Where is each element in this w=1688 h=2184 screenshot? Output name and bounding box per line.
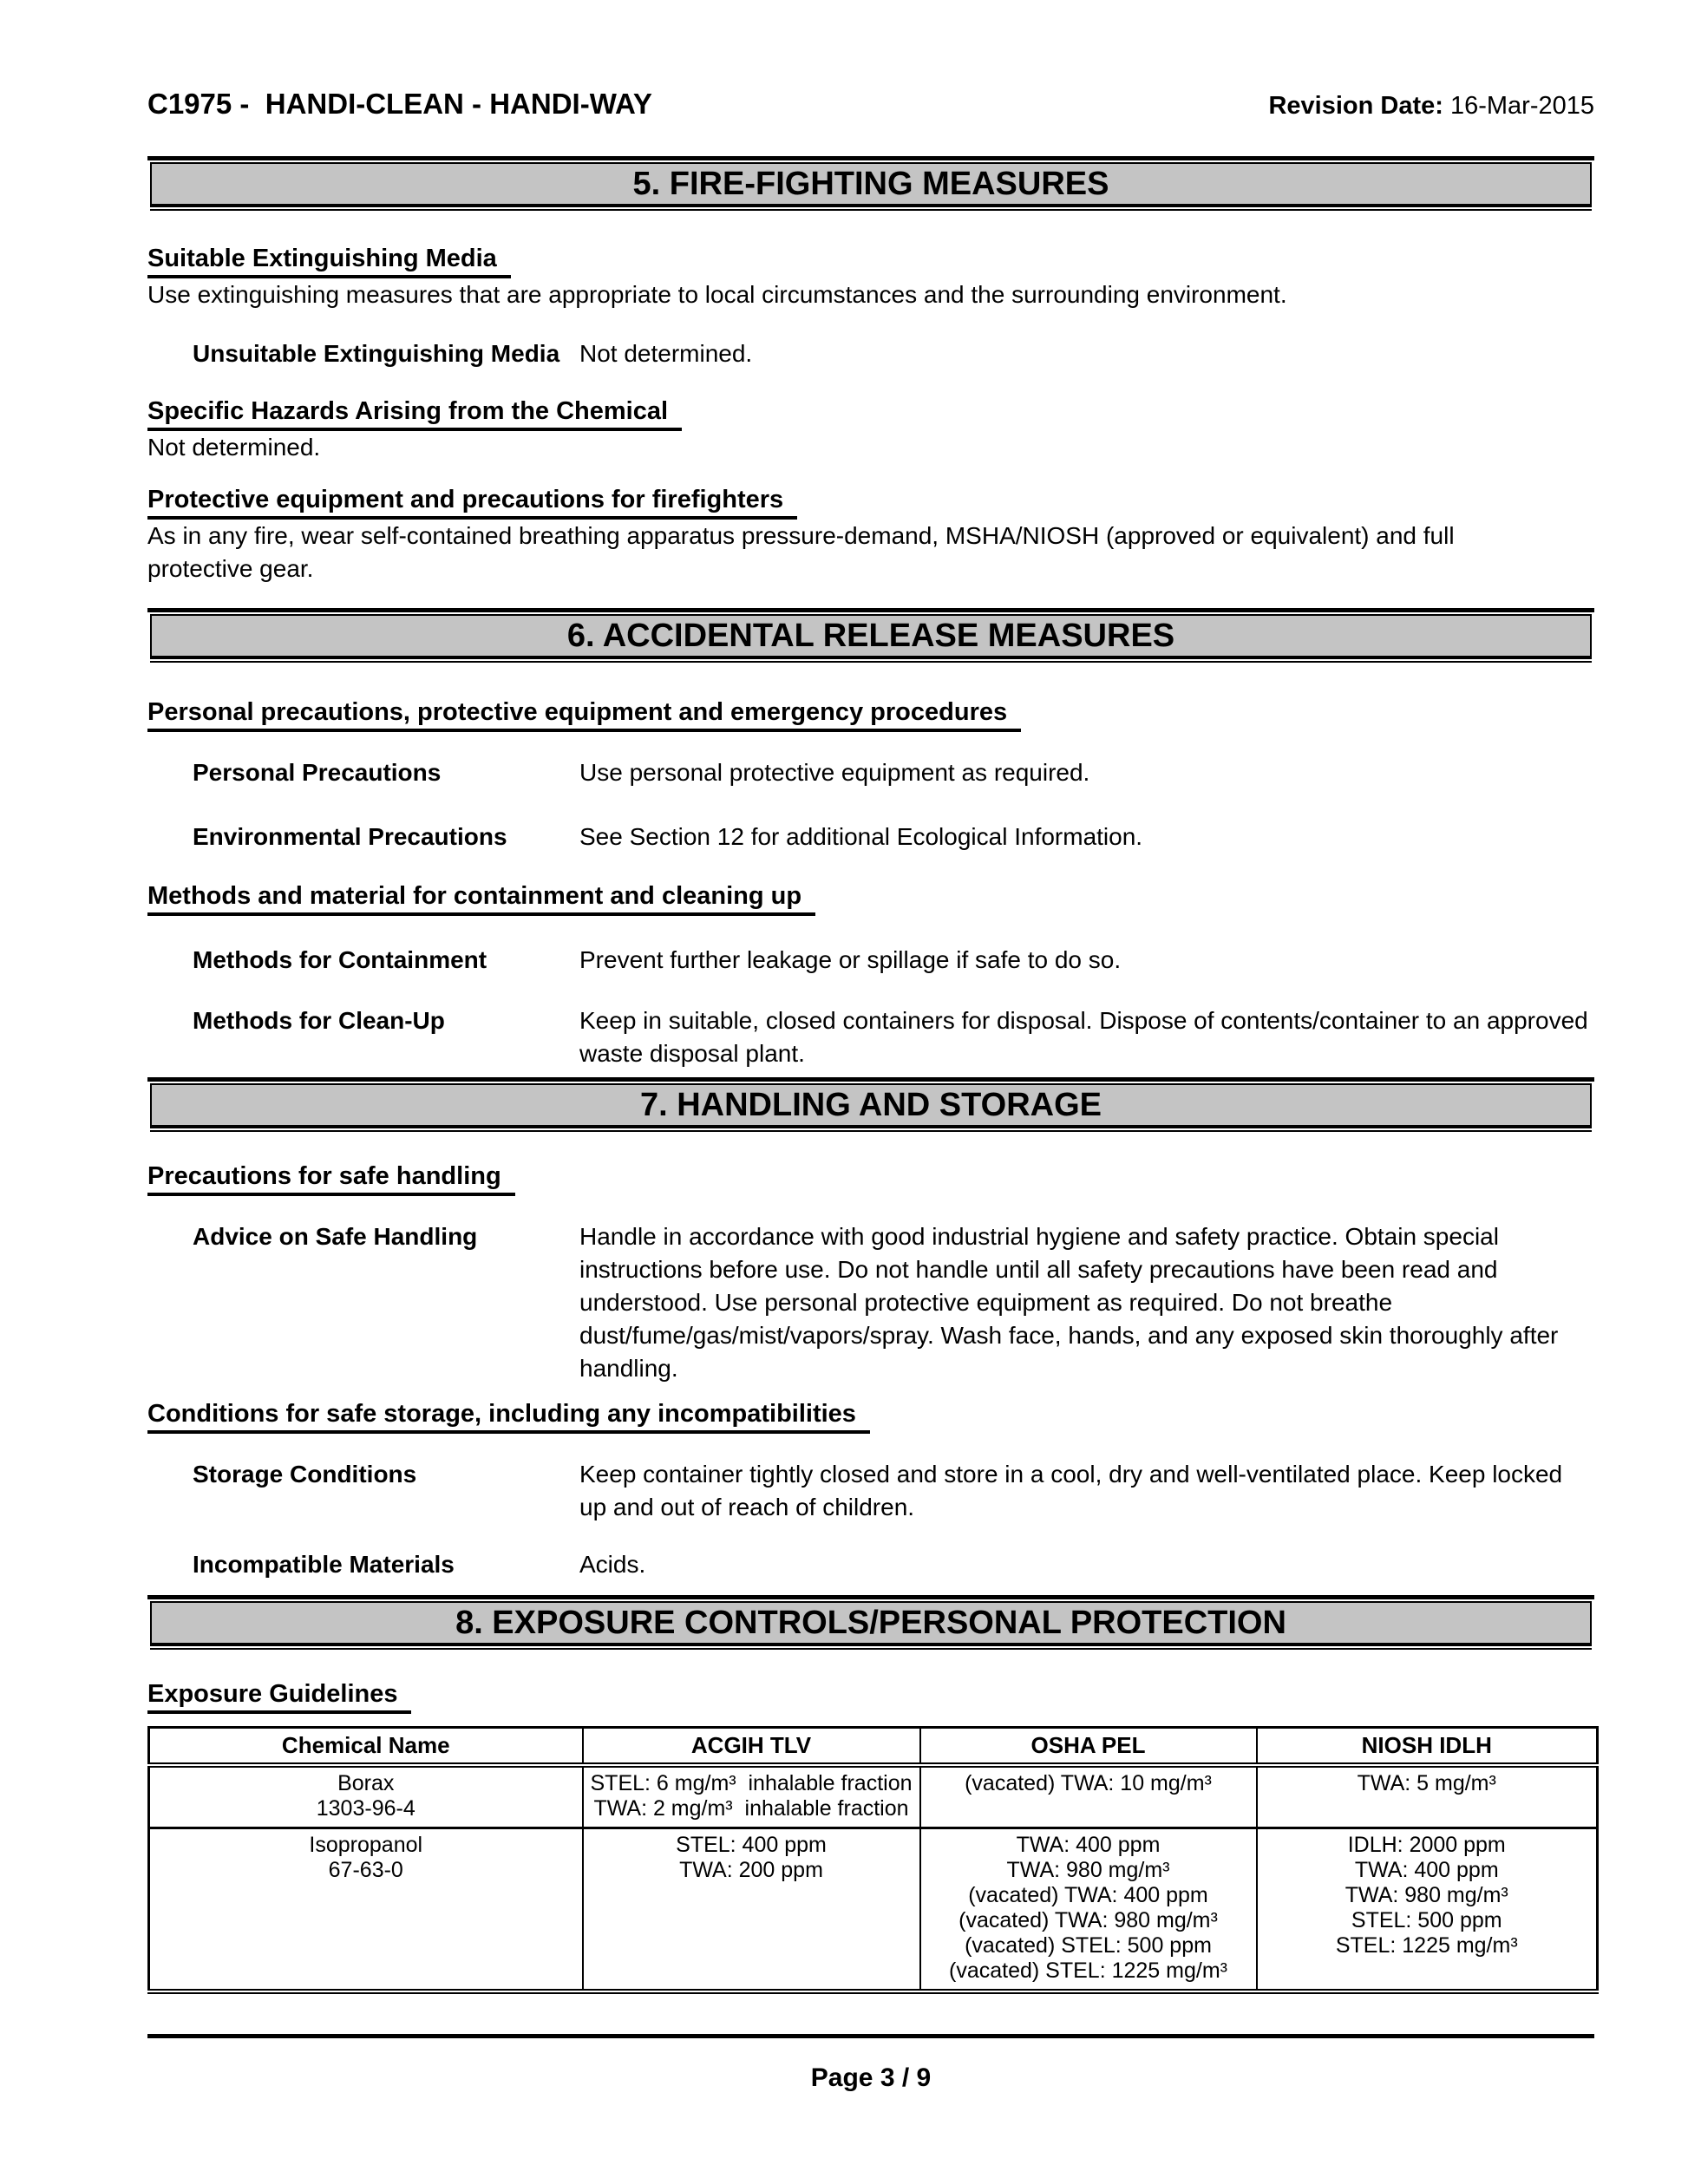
cell-chemical-name <box>149 1765 583 1828</box>
incompatible-materials-row <box>147 1548 1594 1581</box>
column-header-chemical-name: Chemical Name <box>149 1728 583 1766</box>
environmental-precautions-value: See Section 12 for additional Ecological Information. <box>579 823 1143 850</box>
incompatible-materials-label: Incompatible Materials <box>193 1551 455 1578</box>
divider <box>147 608 1594 612</box>
niosh-value: IDLH: 2000 ppm <box>1347 1833 1506 1857</box>
divider <box>147 1077 1594 1082</box>
osha-value: TWA: 980 mg/m³ <box>1006 1858 1170 1882</box>
section-5-bar <box>147 156 1594 211</box>
storage-conditions-value: Keep container tightly closed and store in a cool, dry and well-ventilated place. Keep locked up and out of reach of children. <box>579 1461 1563 1520</box>
advice-on-safe-handling-label: Advice on Safe Handling <box>193 1223 478 1250</box>
heading-suitable-extinguishing-media: Suitable Extinguishing Media <box>147 245 511 278</box>
section-7-title: 7. HANDLING AND STORAGE <box>150 1083 1592 1128</box>
acgih-value: STEL: 6 mg/m³ inhalable fraction <box>590 1771 913 1795</box>
methods-for-clean-up-row <box>147 1004 1594 1070</box>
cell-osha-pel <box>920 1828 1257 1992</box>
section-6-title: 6. ACCIDENTAL RELEASE MEASURES <box>150 614 1592 659</box>
niosh-value: TWA: 400 ppm <box>1354 1858 1499 1882</box>
heading-specific-hazards: Specific Hazards Arising from the Chemical <box>147 397 682 431</box>
heading-personal-precautions-procedures: Personal precautions, protective equipment and emergency procedures <box>147 698 1021 732</box>
divider <box>150 1648 1592 1650</box>
divider <box>150 1130 1592 1132</box>
personal-precautions-value: Use personal protective equipment as required. <box>579 759 1090 786</box>
cell-niosh-idlh <box>1257 1828 1598 1992</box>
revision-date-value: 16-Mar-2015 <box>1449 92 1594 120</box>
advice-on-safe-handling-value: Handle in accordance with good industrial hygiene and safety practice. Obtain special instructions before use. Do not handle until all safety precautions have been read and understood. Use personal protective equipment as required. Do not breathe dust/fume/gas/mist/vapors/spray. Wash face, hands, and any exposed skin thoroughly after handling. <box>579 1223 1559 1382</box>
heading-protective-equipment-firefighters: Protective equipment and precautions for firefighters <box>147 486 797 520</box>
specific-hazards-text: Not determined. <box>147 434 321 461</box>
column-header-acgih-tlv: ACGIH TLV <box>583 1728 920 1766</box>
cas-number: 1303-96-4 <box>316 1796 415 1821</box>
niosh-value: TWA: 980 mg/m³ <box>1345 1883 1508 1907</box>
section-7-bar <box>147 1077 1594 1132</box>
cell-osha-pel <box>920 1765 1257 1828</box>
chemical-name: Isopropanol <box>309 1833 423 1857</box>
niosh-value: STEL: 1225 mg/m³ <box>1335 1933 1518 1958</box>
osha-value: (vacated) STEL: 1225 mg/m³ <box>949 1958 1227 1983</box>
acgih-value: TWA: 200 ppm <box>679 1858 823 1882</box>
methods-for-clean-up-value: Keep in suitable, closed containers for disposal. Dispose of contents/container to an approved waste disposal plant. <box>579 1007 1588 1067</box>
methods-for-containment-row <box>147 944 1594 977</box>
exposure-guidelines-table <box>147 1726 1599 1994</box>
cas-number: 67-63-0 <box>328 1858 403 1882</box>
environmental-precautions-label: Environmental Precautions <box>193 823 507 850</box>
footer-divider <box>147 2034 1594 2038</box>
section-8-bar <box>147 1595 1594 1650</box>
divider <box>150 661 1592 663</box>
suitable-extinguishing-media-text: Use extinguishing measures that are appropriate to local circumstances and the surrounding environment. <box>147 281 1287 308</box>
table-row-borax <box>149 1765 1598 1828</box>
chemical-name: Borax <box>337 1771 395 1795</box>
unsuitable-extinguishing-media-label: Unsuitable Extinguishing Media <box>193 340 560 367</box>
osha-value: (vacated) STEL: 500 ppm <box>965 1933 1212 1958</box>
methods-for-containment-value: Prevent further leakage or spillage if safe to do so. <box>579 946 1122 973</box>
table-header-row <box>149 1728 1598 1766</box>
heading-exposure-guidelines: Exposure Guidelines <box>147 1680 411 1714</box>
osha-value: (vacated) TWA: 10 mg/m³ <box>965 1771 1212 1795</box>
divider <box>147 1595 1594 1599</box>
environmental-precautions-row <box>147 821 1594 853</box>
heading-methods-containment-cleaning: Methods and material for containment and cleaning up <box>147 882 815 916</box>
page-number: Page 3 / 9 <box>810 2063 932 2092</box>
personal-precautions-row <box>147 756 1594 789</box>
heading-conditions-safe-storage: Conditions for safe storage, including any incompatibilities <box>147 1400 870 1434</box>
cell-acgih-tlv <box>583 1828 920 1992</box>
cell-niosh-idlh <box>1257 1765 1598 1828</box>
methods-for-containment-label: Methods for Containment <box>193 946 487 973</box>
column-header-niosh-idlh: NIOSH IDLH <box>1257 1728 1598 1766</box>
revision-date <box>1268 88 1594 123</box>
section-8-title: 8. EXPOSURE CONTROLS/PERSONAL PROTECTION <box>150 1601 1592 1646</box>
storage-conditions-row <box>147 1458 1594 1524</box>
column-header-osha-pel: OSHA PEL <box>920 1728 1257 1766</box>
niosh-value: STEL: 500 ppm <box>1351 1908 1502 1932</box>
methods-for-clean-up-label: Methods for Clean-Up <box>193 1007 445 1034</box>
niosh-value: TWA: 5 mg/m³ <box>1357 1771 1496 1795</box>
osha-value: TWA: 400 ppm <box>1016 1833 1161 1857</box>
cell-chemical-name <box>149 1828 583 1992</box>
document-header <box>147 87 1594 123</box>
osha-value: (vacated) TWA: 400 ppm <box>968 1883 1208 1907</box>
table-row-isopropanol <box>149 1828 1598 1992</box>
section-6-bar <box>147 608 1594 663</box>
cell-acgih-tlv <box>583 1765 920 1828</box>
acgih-value: STEL: 400 ppm <box>676 1833 827 1857</box>
personal-precautions-label: Personal Precautions <box>193 759 442 786</box>
unsuitable-extinguishing-media-value: Not determined. <box>579 340 753 367</box>
unsuitable-extinguishing-media-row <box>147 337 1594 370</box>
protective-equipment-firefighters-text: As in any fire, wear self-contained breathing apparatus pressure-demand, MSHA/NIOSH (approved or equivalent) and full protective gear. <box>147 522 1455 582</box>
divider <box>147 156 1594 160</box>
storage-conditions-label: Storage Conditions <box>193 1461 417 1488</box>
divider <box>150 209 1592 211</box>
product-title: C1975 - HANDI-CLEAN - HANDI-WAY <box>147 88 652 120</box>
revision-date-label: Revision Date: <box>1268 92 1443 120</box>
incompatible-materials-value: Acids. <box>579 1551 646 1578</box>
heading-precautions-safe-handling: Precautions for safe handling <box>147 1162 515 1196</box>
acgih-value: TWA: 2 mg/m³ inhalable fraction <box>593 1796 909 1821</box>
osha-value: (vacated) TWA: 980 mg/m³ <box>958 1908 1218 1932</box>
advice-on-safe-handling-row <box>147 1220 1594 1385</box>
section-5-title: 5. FIRE-FIGHTING MEASURES <box>150 162 1592 207</box>
